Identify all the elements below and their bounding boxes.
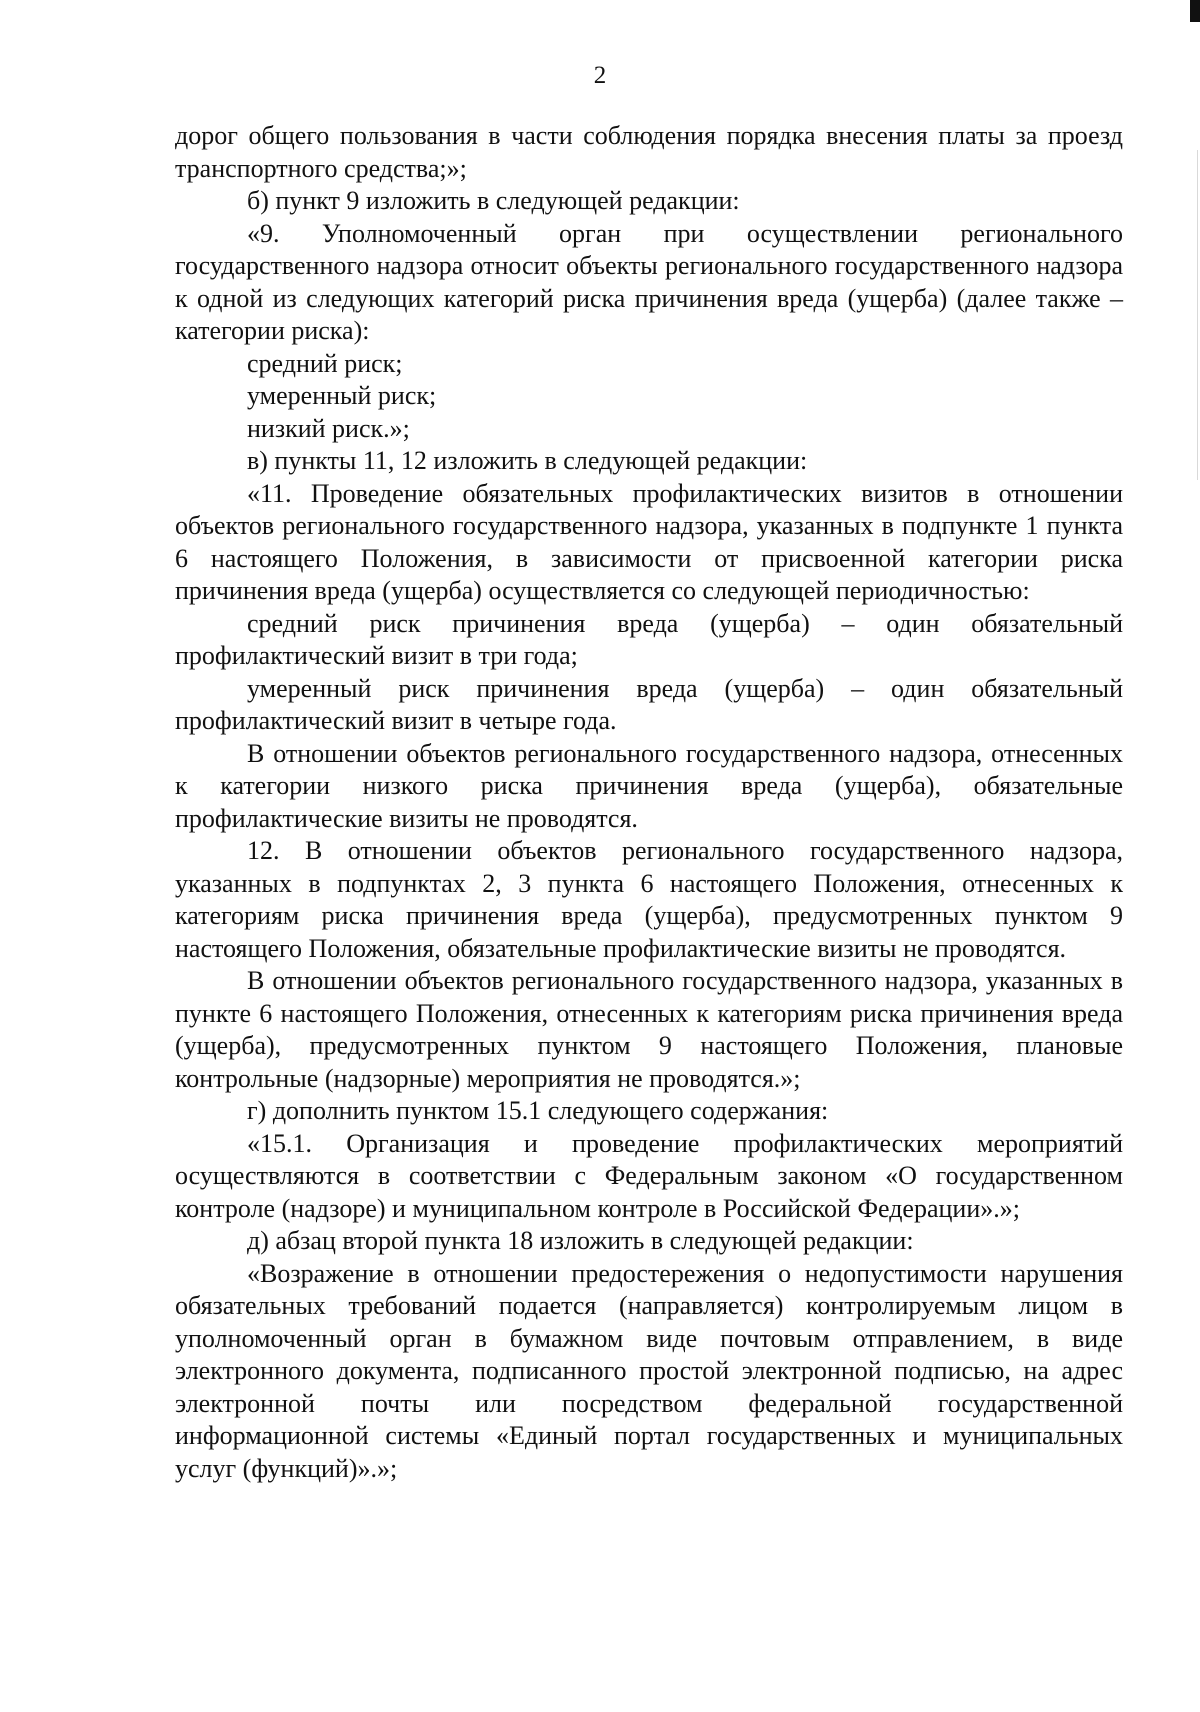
paragraph: «11. Проведение обязательных профилактических визитов в отношении объектов регионального государственного надзора, указанных в подпункте 1 пункта 6 настоящего Положения, в зависимости от присвоенной категории риска причинения вреда (ущерба) осуществляется со следующей периодичностью: [175, 478, 1123, 605]
paragraph: средний риск причинения вреда (ущерба) – один обязательный профилактический визит в три года; [175, 608, 1123, 670]
paragraph: В отношении объектов регионального государственного надзора, отнесенных к категории низкого риска причинения вреда (ущерба), обязательные профилактические визиты не проводятся. [175, 738, 1123, 833]
list-item: умеренный риск; [247, 381, 437, 410]
list-item: низкий риск.»; [247, 413, 410, 443]
paragraph: умеренный риск причинения вреда (ущерба) – один обязательный профилактический визит в четыре года. [175, 673, 1123, 735]
document-body [175, 120, 1123, 1485]
page-number: 2 [593, 62, 607, 89]
paragraph: «15.1. Организация и проведение профилактических мероприятий осуществляются в соответствии с Федеральным законом «О государственном контроле (надзоре) и муниципальном контроле в Российской Федерации».»; [175, 1128, 1123, 1223]
paragraph: д) абзац второй пункта 18 изложить в следующей редакции: [247, 1226, 914, 1255]
scan-edge-mark [1190, 0, 1200, 22]
list-item: средний риск; [247, 348, 403, 378]
paragraph: б) пункт 9 изложить в следующей редакции: [247, 186, 740, 215]
paragraph: 12. В отношении объектов регионального государственного надзора, указанных в подпунктах 2, 3 пункта 6 настоящего Положения, отнесенных к категориям риска причинения вреда (ущерба), предусмотренных пунктом 9 настоящего Положения, обязательные профилактические визиты не проводятся. [175, 836, 1123, 963]
paragraph: «9. Уполномоченный орган при осуществлении регионального государственного надзора относит объекты регионального государственного надзора к одной из следующих категорий риска причинения вреда (ущерба) (далее также – категории риска): [175, 218, 1123, 345]
paragraph: «Возражение в отношении предостережения о недопустимости нарушения обязательных требований подается (направляется) контролируемым лицом в уполномоченный орган в бумажном виде почтовым отправлением, в виде электронного документа, подписанного простой электронной подписью, на адрес электронной почты или посредством федеральной государственной информационной системы «Единый портал государственных и муниципальных услуг (функций)».»; [175, 1258, 1123, 1483]
scan-edge-line [1197, 150, 1198, 480]
paragraph: в) пункты 11, 12 изложить в следующей редакции: [247, 446, 808, 475]
paragraph: В отношении объектов регионального государственного надзора, указанных в пункте 6 настоящего Положения, отнесенных к категориям риска причинения вреда (ущерба), предусмотренных пунктом 9 настоящего Положения, плановые контрольные (надзорные) мероприятия не проводятся.»; [175, 966, 1123, 1093]
paragraph: г) дополнить пунктом 15.1 следующего содержания: [247, 1096, 829, 1125]
paragraph: дорог общего пользования в части соблюдения порядка внесения платы за проезд транспортного средства;»; [175, 121, 1123, 183]
